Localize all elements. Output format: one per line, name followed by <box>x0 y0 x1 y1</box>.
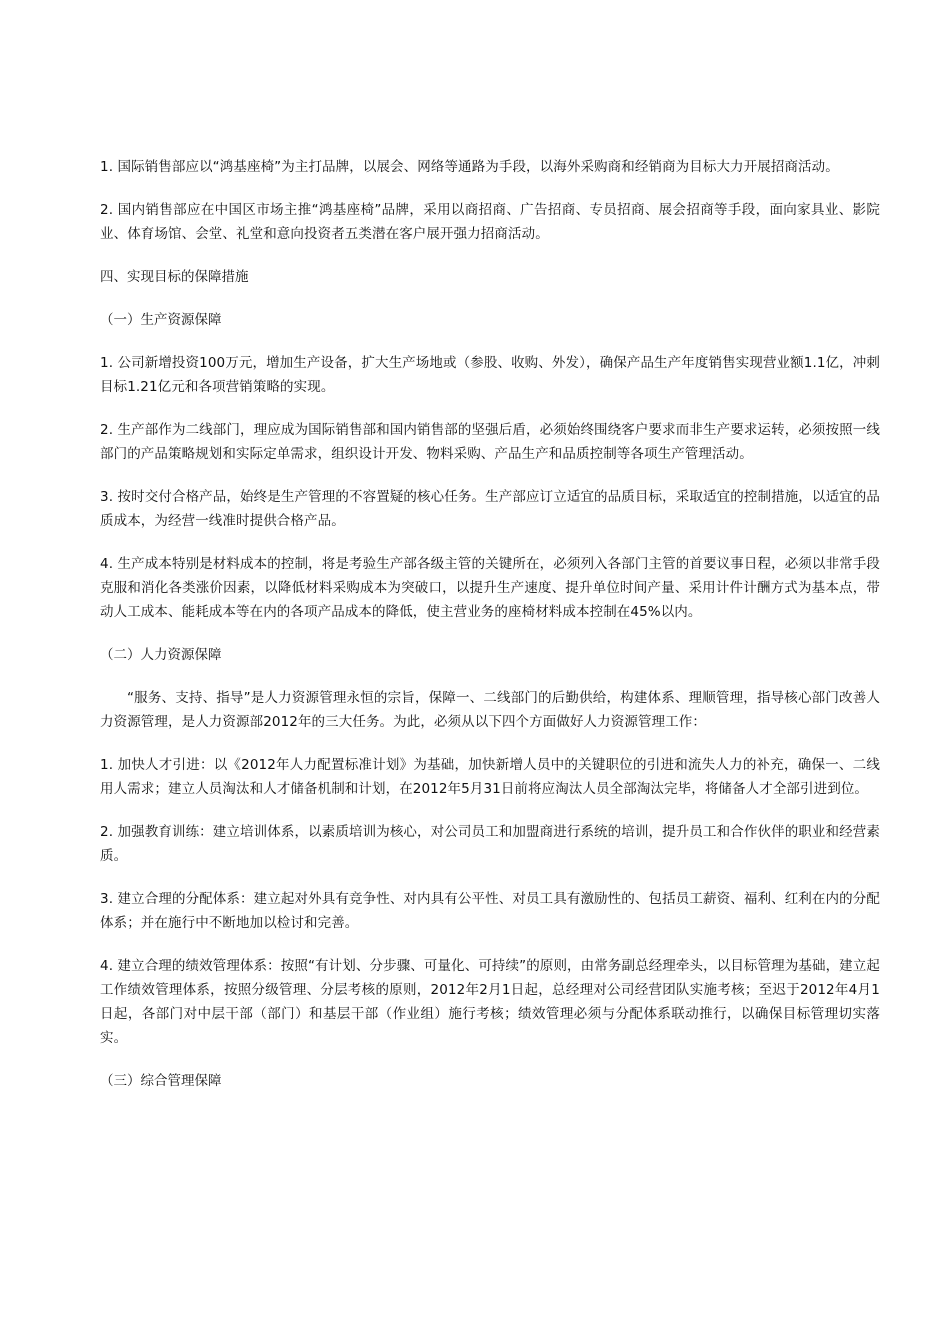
paragraph-hr-3: 3. 建立合理的分配体系：建立起对外具有竞争性、对内具有公平性、对员工具有激励性的、包括员工薪资、福利、红利在内的分配体系；并在施行中不断地加以检讨和完善。 <box>100 891 880 931</box>
paragraph-production-2: 2. 生产部作为二线部门，理应成为国际销售部和国内销售部的坚强后盾，必须始终围绕客户要求而非生产要求运转，必须按照一线部门的产品策略规划和实际定单需求，组织设计开发、物料采购、产品生产和品质控制等各项生产管理活动。 <box>100 422 880 462</box>
paragraph-intl-sales: 1. 国际销售部应以“鸿基座椅”为主打品牌，以展会、网络等通路为手段，以海外采购商和经销商为目标大力开展招商活动。 <box>100 159 839 175</box>
paragraph-hr-4: 4. 建立合理的绩效管理体系：按照“有计划、分步骤、可量化、可持续”的原则，由常务副总经理牵头，以目标管理为基础，建立起工作绩效管理体系，按照分级管理、分层考核的原则，2012年2月1日起，总经理对公司经营团队实施考核；至迟于2012年4月1日起，各部门对中层干部（部门）和基层干部（作业组）施行考核；绩效管理必须与分配体系联动推行，以确保目标管理切实落实。 <box>100 958 880 1046</box>
paragraph-hr-intro: “服务、支持、指导”是人力资源管理永恒的宗旨，保障一、二线部门的后勤供给，构建体系、理顺管理，指导核心部门改善人力资源管理，是人力资源部2012年的三大任务。为此，必须从以下四个方面做好人力资源管理工作： <box>100 690 880 730</box>
paragraph-production-4: 4. 生产成本特别是材料成本的控制，将是考验生产部各级主管的关键所在，必须列入各部门主管的首要议事日程，必须以非常手段克服和消化各类涨价因素，以降低材料采购成本为突破口，以提升生产速度、提升单位时间产量、采用计件计酬方式为基本点，带动人工成本、能耗成本等在内的各项产品成本的降低，使主营业务的座椅材料成本控制在45%以内。 <box>100 556 880 620</box>
paragraph-production-3: 3. 按时交付合格产品，始终是生产管理的不容置疑的核心任务。生产部应订立适宜的品质目标，采取适宜的控制措施，以适宜的品质成本，为经营一线准时提供合格产品。 <box>100 489 880 529</box>
subheading-production-resources: （一）生产资源保障 <box>100 312 222 328</box>
document-body <box>100 155 880 1112</box>
subheading-human-resources: （二）人力资源保障 <box>100 647 222 663</box>
section-heading-guarantee-measures: 四、实现目标的保障措施 <box>100 269 249 285</box>
paragraph-production-1: 1. 公司新增投资100万元，增加生产设备，扩大生产场地或（参股、收购、外发），确保产品生产年度销售实现营业额1.1亿，冲刺目标1.21亿元和各项营销策略的实现。 <box>100 355 880 395</box>
subheading-general-management: （三）综合管理保障 <box>100 1073 222 1089</box>
paragraph-domestic-sales: 2. 国内销售部应在中国区市场主推“鸿基座椅”品牌，采用以商招商、广告招商、专员招商、展会招商等手段，面向家具业、影院业、体育场馆、会堂、礼堂和意向投资者五类潜在客户展开强力招商活动。 <box>100 202 880 242</box>
paragraph-hr-1: 1. 加快人才引进：以《2012年人力配置标准计划》为基础，加快新增人员中的关键职位的引进和流失人力的补充，确保一、二线用人需求；建立人员淘汰和人才储备机制和计划，在2012年5月31日前将应淘汰人员全部淘汰完毕，将储备人才全部引进到位。 <box>100 757 880 797</box>
paragraph-hr-2: 2. 加强教育训练：建立培训体系，以素质培训为核心，对公司员工和加盟商进行系统的培训，提升员工和合作伙伴的职业和经营素质。 <box>100 824 880 864</box>
